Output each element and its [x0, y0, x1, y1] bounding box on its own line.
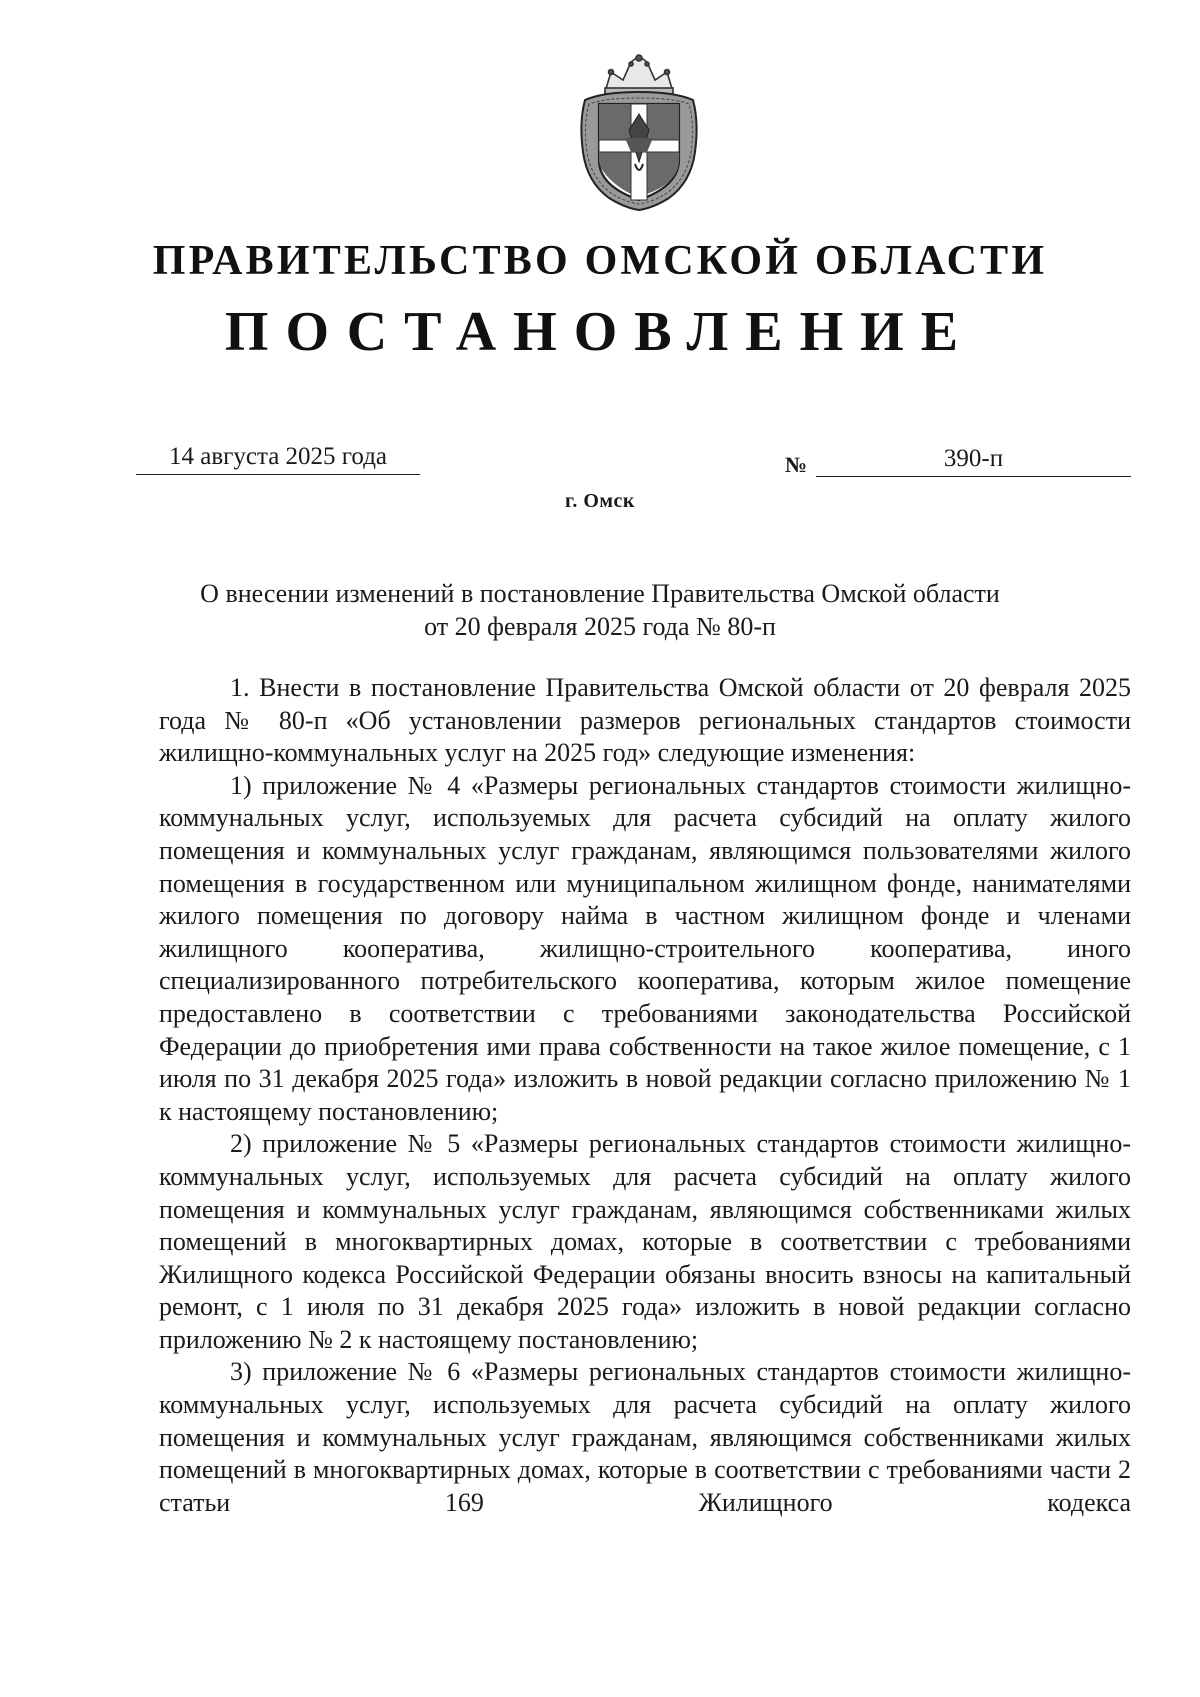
number-underline: [816, 476, 1131, 477]
body-paragraph-4: 3) приложение № 6 «Размеры региональных стандартов стоимости жилищно-коммунальных услуг, используемых для расчета субсидий на оплату жилого помещения и коммунальных услуг гражданам, являющимся собственниками жилых помещений в многоквартирных домах, которые в соответствии с требованиями части 2 статьи 169 Жилищного кодекса: [159, 1357, 1131, 1517]
title-line-1: О внесении изменений в постановление Правительства Омской области: [200, 579, 1000, 608]
document-date: 14 августа 2025 года: [168, 443, 388, 470]
document-number: 390-п: [943, 445, 1004, 472]
body-paragraph-1: 1. Внести в постановление Правительства Омской области от 20 февраля 2025 года № 80-п «Об установлении размеров региональных стандартов стоимости жилищно-коммунальных услуг на 2025 год» следующие изменения:: [159, 673, 1131, 768]
coat-of-arms-emblem: [575, 52, 703, 212]
organization-name: ПРАВИТЕЛЬСТВО ОМСКОЙ ОБЛАСТИ: [152, 238, 1048, 284]
number-sign: №: [785, 452, 808, 477]
date-underline: [136, 474, 420, 475]
body-paragraph-2: 1) приложение № 4 «Размеры региональных стандартов стоимости жилищно-коммунальных услуг, используемых для расчета субсидий на оплату жилого помещения и коммунальных услуг гражданам, являющимся пользователями жилого помещения в государственном или муниципальном жилищном фонде, нанимателями жилого помещения по договору найма в частном жилищном фонде и членами жилищного кооператива, жилищно-строительного кооператива, иного специализированного потребительского кооператива, которым жилое помещение предоставлено в соответствии с требованиями законодательства Российской Федерации до приобретения ими права собственности на такое жилое помещение, с 1 июля по 31 декабря 2025 года» изложить в новой редакции согласно приложению № 1 к настоящему постановлению;: [159, 770, 1131, 1126]
document-body: [159, 672, 1131, 1519]
city-label: г. Омск: [565, 490, 635, 512]
body-paragraph-3: 2) приложение № 5 «Размеры региональных стандартов стоимости жилищно-коммунальных услуг, используемых для расчета субсидий на оплату жилого помещения и коммунальных услуг гражданам, являющимся собственниками жилых помещений в многоквартирных домах, которые в соответствии с требованиями Жилищного кодекса Российской Федерации обязаны вносить взносы на капитальный ремонт, с 1 июля по 31 декабря 2025 года» изложить в новой редакции согласно приложению № 2 к настоящему постановлению;: [159, 1129, 1131, 1354]
document-type-heading: ПОСТАНОВЛЕНИЕ: [224, 301, 976, 363]
document-title: [150, 577, 1050, 643]
title-line-2: от 20 февраля 2025 года № 80-п: [424, 612, 776, 641]
